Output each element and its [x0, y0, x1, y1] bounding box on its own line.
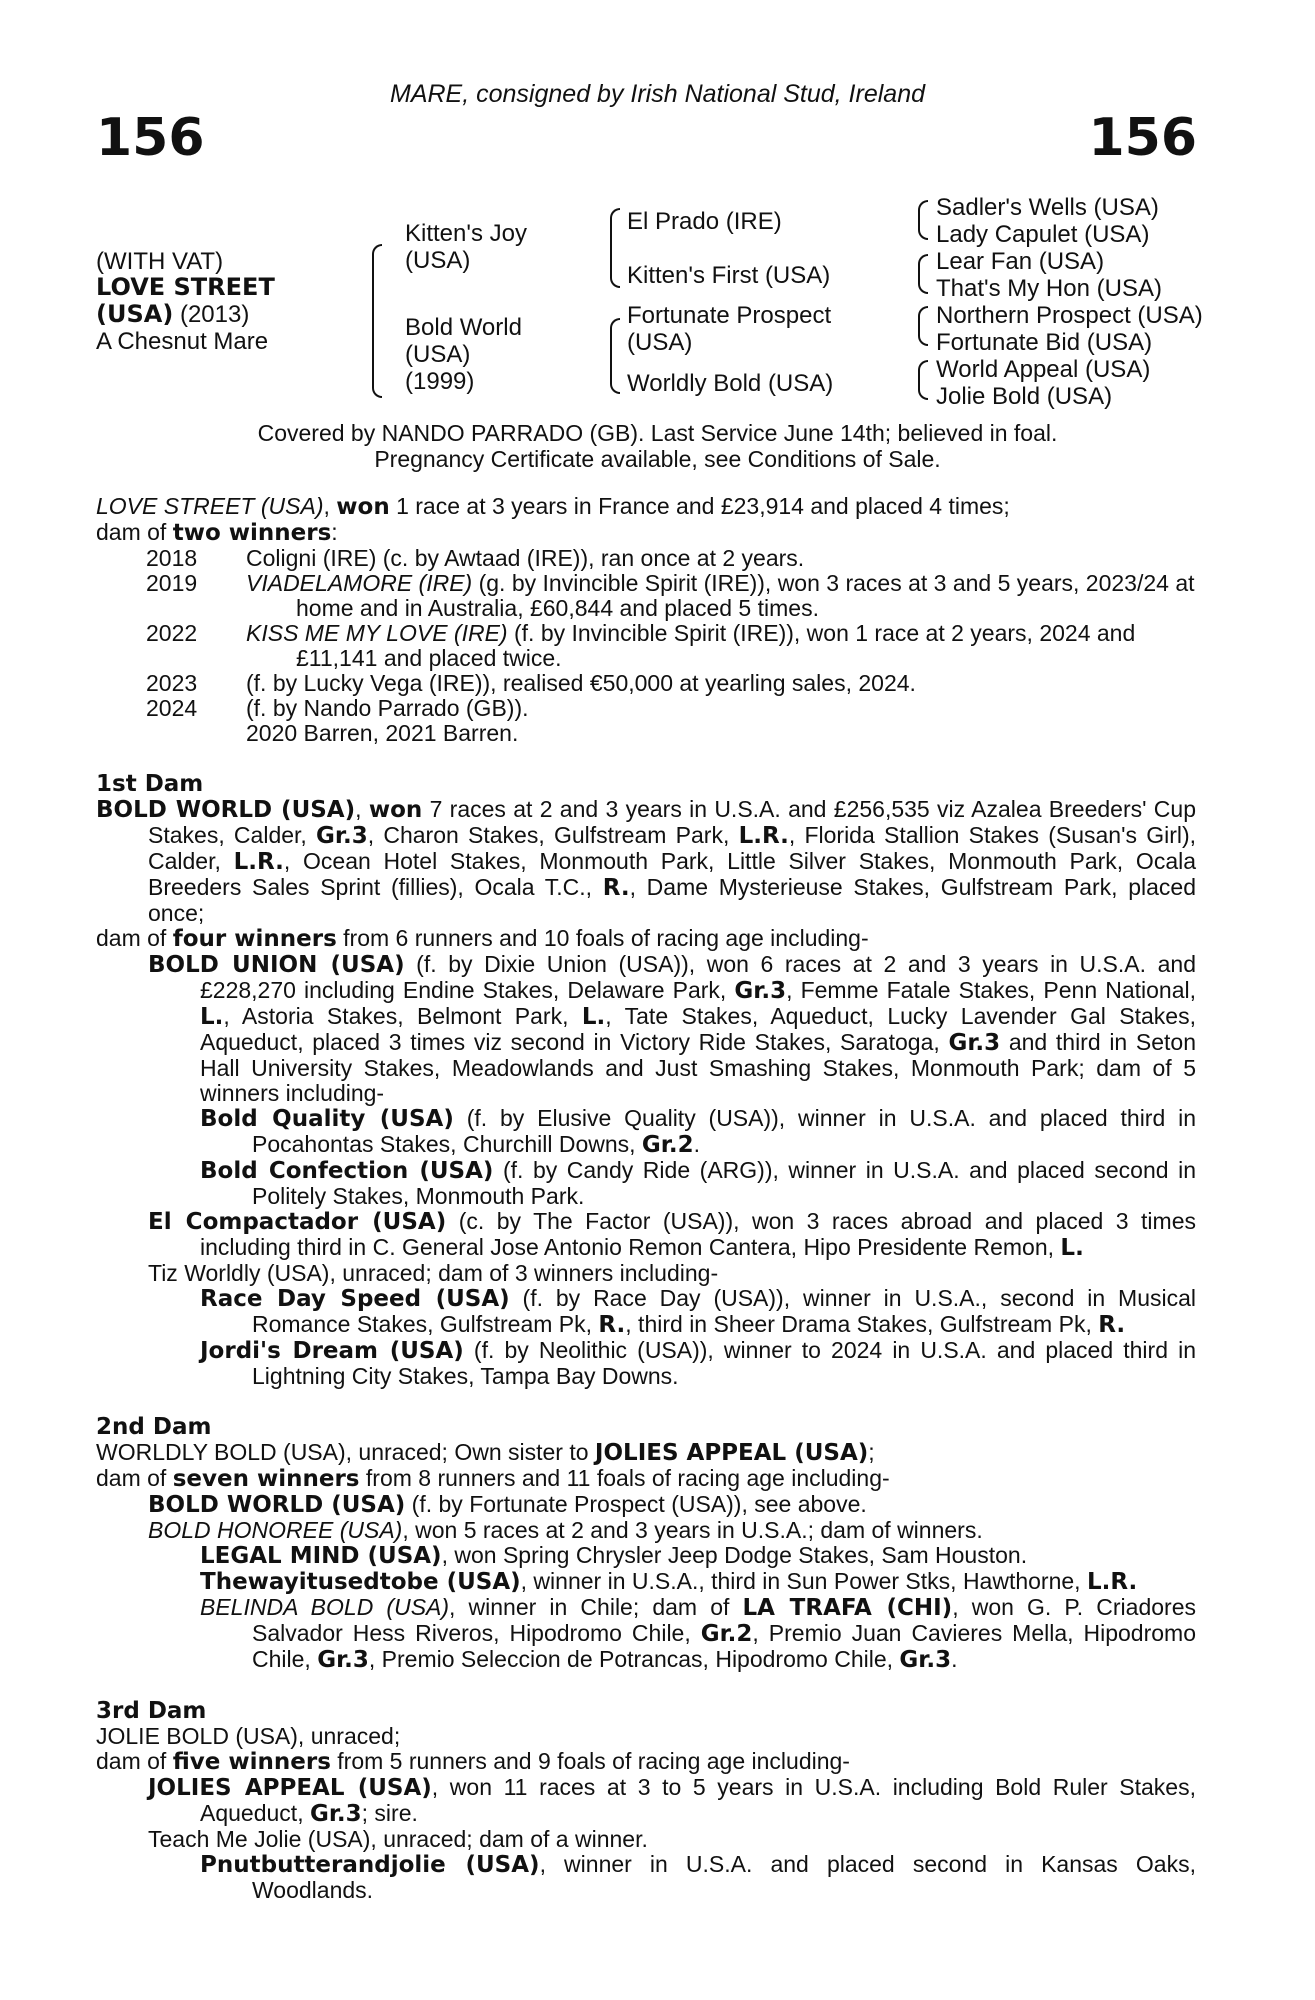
third-dam-heading: 3rd Dam	[96, 1698, 207, 1724]
produce-row: 2018 Coligni (IRE) (c. by Awtaad (IRE)), ran once at 2 years.	[146, 545, 805, 571]
lot-number-right: 156	[1088, 108, 1197, 168]
produce-row: 2022 KISS ME MY LOVE (IRE) (f. by Invincible Spirit (IRE)), won 1 race at 2 years, 2024 and £11,141 and placed twice.	[146, 620, 1136, 671]
brace-sire	[610, 208, 620, 288]
third-dam-produce: dam of five winners from 5 runners and 9 foals of racing age including-	[96, 1748, 850, 1775]
produce-row: 2023 (f. by Lucky Vega (IRE)), realised €50,000 at yearling sales, 2024.	[146, 670, 916, 696]
great-grandparent: Lady Capulet (USA)	[936, 221, 1150, 248]
horse-name: LOVE STREET	[96, 273, 275, 301]
sire: Kitten's Joy (USA)	[405, 220, 527, 274]
dam-sire: Fortunate Prospect (USA)	[627, 302, 832, 356]
produce-row: 2024 (f. by Nando Parrado (GB)).	[146, 695, 529, 721]
brace-main	[372, 244, 382, 398]
great-grandparent: That's My Hon (USA)	[936, 275, 1162, 302]
produce-entry: BELINDA BOLD (USA), winner in Chile; dam of LA TRAFA (CHI), won G. P. Criadores Salvador Hess Riveros, Hipodromo Chile, Gr.2, Premio Juan Cavieres Mella, Hipodromo Chile, Gr.3, Premio Seleccion de Potrancas, Hipodromo Chile, Gr.3.	[200, 1594, 1197, 1673]
great-grandparent: Jolie Bold (USA)	[936, 383, 1113, 410]
brace-g2	[918, 254, 928, 294]
produce-entry: BOLD WORLD (USA) (f. by Fortunate Prospect (USA)), see above.	[148, 1491, 867, 1518]
second-dam-produce: dam of seven winners from 8 runners and 11 foals of racing age including-	[96, 1465, 890, 1492]
produce-row: 2020 Barren, 2021 Barren.	[246, 720, 519, 746]
lot-number-left: 156	[96, 108, 205, 168]
produce-entry: Pnutbutterandjolie (USA), winner in U.S.A. and placed second in Kansas Oaks, Woodlands.	[200, 1851, 1196, 1903]
horse-name-line2: (USA) (2013)	[96, 300, 250, 328]
dam: Bold World (USA) (1999)	[405, 314, 522, 395]
brace-dam	[610, 318, 620, 394]
first-dam-produce: dam of four winners from 6 runners and 10 foals of racing age including-	[96, 925, 869, 952]
second-dam-heading: 2nd Dam	[96, 1414, 212, 1440]
vat-label: (WITH VAT)	[96, 248, 224, 275]
produce-list	[96, 546, 1196, 746]
horse-description: A Chesnut Mare	[96, 328, 269, 355]
produce-entry: Bold Quality (USA) (f. by Elusive Quality (USA)), winner in U.S.A. and placed third in Pocahontas Stakes, Churchill Downs, Gr.2.	[200, 1105, 1196, 1158]
produce-entry: Jordi's Dream (USA) (f. by Neolithic (USA)), winner to 2024 in U.S.A. and placed third in Lightning City Stakes, Tampa Bay Downs.	[200, 1337, 1196, 1389]
first-dam-record: BOLD WORLD (USA), won 7 races at 2 and 3 years in U.S.A. and £256,535 viz Azalea Breeders' Cup Stakes, Calder, Gr.3, Charon Stakes, Gulfstream Park, L.R., Florida Stallion Stakes (Susan's Girl), Calder, L.R., Ocean Hotel Stakes, Monmouth Park, Little Silver Stakes, Monmouth Park, Ocala Breeders Sales Sprint (fillies), Ocala T.C., R., Dame Mysterieuse Stakes, Gulfstream Park, placed once;	[96, 796, 1197, 926]
great-grandparent: World Appeal (USA)	[936, 356, 1151, 383]
produce-entry: BOLD UNION (USA) (f. by Dixie Union (USA)), won 6 races at 2 and 3 years in U.S.A. and £228,270 including Endine Stakes, Delaware Park, Gr.3, Femme Fatale Stakes, Penn National, L., Astoria Stakes, Belmont Park, L., Tate Stakes, Aqueduct, Lucky Lavender Gal Stakes, Aqueduct, placed 3 times viz second in Victory Ride Stakes, Saratoga, Gr.3 and third in Seton Hall University Stakes, Meadowlands and Just Smashing Stakes, Monmouth Park; dam of 5 winners including-	[148, 951, 1197, 1106]
produce-entry: BOLD HONOREE (USA), won 5 races at 2 and 3 years in U.S.A.; dam of winners.	[148, 1517, 983, 1543]
great-grandparent: Sadler's Wells (USA)	[936, 194, 1159, 221]
produce-entry: Teach Me Jolie (USA), unraced; dam of a winner.	[148, 1826, 648, 1852]
horse-record-produce: dam of two winners:	[96, 519, 338, 546]
produce-entry: El Compactador (USA) (c. by The Factor (USA)), won 3 races abroad and placed 3 times including third in C. General Jose Antonio Remon Cantera, Hipo Presidente Remon, L.	[148, 1208, 1196, 1261]
horse-record: LOVE STREET (USA), won 1 race at 3 years in France and £23,914 and placed 4 times;	[96, 493, 1010, 520]
great-grandparent: Lear Fan (USA)	[936, 248, 1105, 275]
consignor-line: MARE, consigned by Irish National Stud, Ireland	[390, 80, 925, 108]
dam-dam: Worldly Bold (USA)	[627, 370, 834, 397]
produce-entry: Race Day Speed (USA) (f. by Race Day (USA)), winner in U.S.A., second in Musical Romance Stakes, Gulfstream Pk, R., third in Sheer Drama Stakes, Gulfstream Pk, R.	[200, 1285, 1197, 1338]
produce-entry: JOLIES APPEAL (USA), won 11 races at 3 to 5 years in U.S.A. including Bold Ruler Stakes, Aqueduct, Gr.3; sire.	[148, 1774, 1196, 1827]
sire-dam: Kitten's First (USA)	[627, 262, 831, 289]
great-grandparent: Fortunate Bid (USA)	[936, 329, 1153, 356]
covering-note: Covered by NANDO PARRADO (GB). Last Service June 14th; believed in foal. Pregnancy Certificate available, see Conditions of Sale.	[257, 420, 1058, 472]
brace-g1	[918, 200, 928, 240]
produce-entry: Tiz Worldly (USA), unraced; dam of 3 winners including-	[148, 1260, 719, 1286]
sire-sire: El Prado (IRE)	[627, 208, 782, 235]
produce-entry: LEGAL MIND (USA), won Spring Chrysler Jeep Dodge Stakes, Sam Houston.	[200, 1542, 1028, 1569]
produce-entry: Bold Confection (USA) (f. by Candy Ride (ARG)), winner in U.S.A. and placed second in Politely Stakes, Monmouth Park.	[200, 1157, 1196, 1209]
produce-row: 2019 VIADELAMORE (IRE) (g. by Invincible Spirit (IRE)), won 3 races at 3 and 5 years, 2023/24 at home and in Australia, £60,844 and placed 5 times.	[146, 570, 1195, 621]
produce-entry: Thewayitusedtobe (USA), winner in U.S.A., third in Sun Power Stks, Hawthorne, L.R.	[200, 1568, 1138, 1595]
brace-g3	[918, 306, 928, 346]
catalogue-body	[96, 494, 1196, 1903]
brace-g4	[918, 360, 928, 400]
first-dam-heading: 1st Dam	[96, 771, 204, 797]
third-dam-record: JOLIE BOLD (USA), unraced;	[96, 1723, 401, 1749]
great-grandparent: Northern Prospect (USA)	[936, 302, 1203, 329]
second-dam-record: WORLDLY BOLD (USA), unraced; Own sister to JOLIES APPEAL (USA);	[96, 1439, 875, 1466]
